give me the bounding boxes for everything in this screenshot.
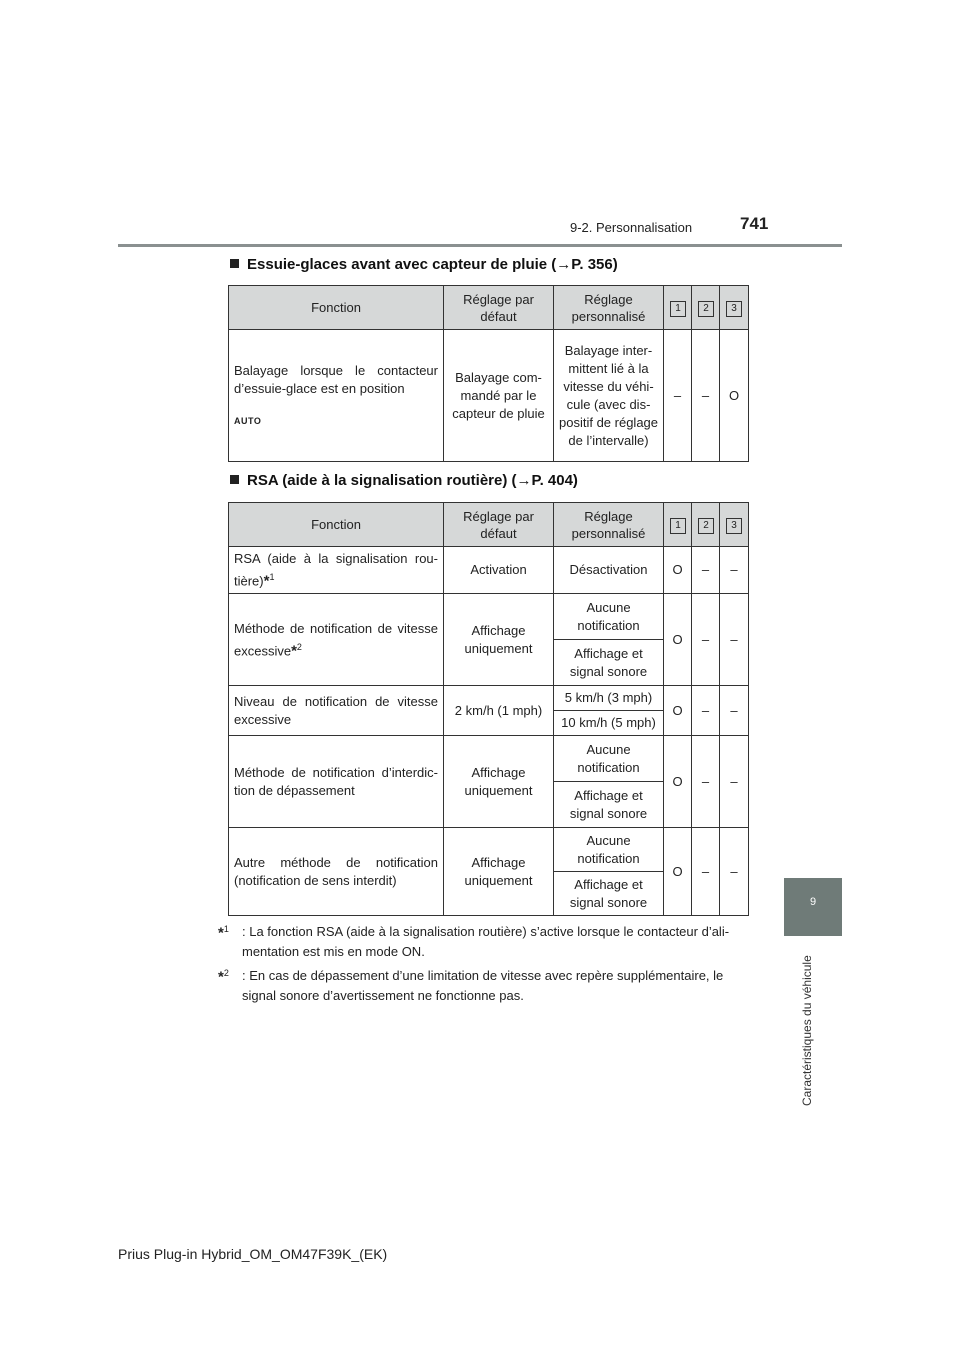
cell-c3: – (720, 686, 749, 736)
header-defaut: Réglage par défaut (444, 503, 554, 547)
cell-c3: – (720, 736, 749, 828)
header-fonction: Fonction (229, 286, 444, 330)
header-col-1: 1 (664, 503, 692, 547)
cell-defaut: Balayage com-mandé par le capteur de pluie (444, 330, 554, 462)
bullet-square-icon (230, 259, 239, 268)
cell-defaut: Affichage uniquement (444, 594, 554, 686)
chapter-number: 9 (809, 896, 817, 908)
footnotes (218, 922, 748, 1010)
cell-defaut: Affichage uniquement (444, 736, 554, 828)
cell-c2: – (692, 330, 720, 462)
header-defaut: Réglage par défaut (444, 286, 554, 330)
header-fonction: Fonction (229, 503, 444, 547)
header-col-1: 1 (664, 286, 692, 330)
cell-c1: O (664, 547, 692, 594)
table-row (229, 547, 749, 594)
cell-c2: – (692, 828, 720, 916)
cell-fonction: Méthode de notification d’interdic-tion de dépassement (229, 736, 444, 828)
cell-perso: Balayage inter-mittent lié à la vitesse du véhi-cule (avec dis-positif de réglage de l’intervalle) (554, 330, 664, 462)
table-row (229, 330, 749, 462)
wiper-settings-table (228, 285, 749, 462)
cell-fonction: Autre méthode de notification (notification de sens interdit) (229, 828, 444, 916)
cell-perso-a: Aucune notification (554, 594, 664, 640)
cell-c3: – (720, 594, 749, 686)
cell-c3: – (720, 547, 749, 594)
cell-perso-b: 10 km/h (5 mph) (554, 711, 664, 736)
footer-doc-id: Prius Plug-in Hybrid_OM_OM47F39K_(EK) (118, 1246, 388, 1262)
header-col-2: 2 (692, 286, 720, 330)
cell-c3: O (720, 330, 749, 462)
table-header-row (229, 286, 749, 330)
cell-fonction: Niveau de notification de vitesse excessive (229, 686, 444, 736)
cell-defaut: Affichage uniquement (444, 828, 554, 916)
header-perso: Réglage personnalisé (554, 286, 664, 330)
chapter-label: Caractéristiques du véhicule (800, 955, 814, 1106)
cell-perso-a: Aucune notification (554, 828, 664, 872)
cell-c1: – (664, 330, 692, 462)
bullet-square-icon (230, 475, 239, 484)
cell-perso: Désactivation (554, 547, 664, 594)
cell-c1: O (664, 594, 692, 686)
header-col-2: 2 (692, 503, 720, 547)
chapter-tab (784, 878, 842, 936)
header-rule (118, 244, 842, 247)
cell-defaut: 2 km/h (1 mph) (444, 686, 554, 736)
header-col-3: 3 (720, 503, 749, 547)
cell-fonction: Méthode de notification de vitesse excessive*$^2$ (229, 594, 444, 686)
cell-c1: O (664, 736, 692, 828)
header-col-3: 3 (720, 286, 749, 330)
section-heading: 9-2. Personnalisation (570, 220, 693, 235)
cell-c2: – (692, 736, 720, 828)
rsa-settings-table (228, 502, 749, 916)
cell-c2: – (692, 594, 720, 686)
cell-perso-a: Aucune notification (554, 736, 664, 782)
page-number: 741 (740, 214, 769, 233)
cell-fonction: RSA (aide à la signalisation rou-tière)*$^1$ (229, 547, 444, 594)
table-row (229, 828, 749, 872)
table-row (229, 736, 749, 782)
footnote-2: *$^2$ : En cas de dépassement d’une limitation de vitesse avec repère supplémentaire, le signal sonore d’avertissement ne fonctionne pas. (218, 968, 724, 1003)
footnote-1: *$^1$ : La fonction RSA (aide à la signalisation routière) s’active lorsque le contacteur d’ali-mentation est mis en mode ON. (218, 924, 730, 959)
cell-perso-b: Affichage et signal sonore (554, 872, 664, 916)
table-row (229, 686, 749, 711)
cell-perso-b: Affichage et signal sonore (554, 640, 664, 686)
table-header-row (229, 503, 749, 547)
section1-title: Essuie-glaces avant avec capteur de pluie (→P. 356) (230, 256, 618, 273)
footnote-star: * (263, 572, 270, 590)
table-row (229, 594, 749, 640)
cell-defaut: Activation (444, 547, 554, 594)
cell-perso-a: 5 km/h (3 mph) (554, 686, 664, 711)
cell-c2: – (692, 547, 720, 594)
footnote-star: * (291, 641, 297, 659)
cell-c2: – (692, 686, 720, 736)
section2-title: RSA (aide à la signalisation routière) (→P. 404) (230, 472, 578, 489)
cell-perso-b: Affichage et signal sonore (554, 782, 664, 828)
auto-switch-icon: AUTO (234, 415, 262, 426)
cell-c1: O (664, 686, 692, 736)
header-perso: Réglage personnalisé (554, 503, 664, 547)
cell-fonction: Balayage lorsque le contacteur d’essuie-glace est en position AUTO (229, 330, 444, 462)
cell-c1: O (664, 828, 692, 916)
cell-c3: – (720, 828, 749, 916)
